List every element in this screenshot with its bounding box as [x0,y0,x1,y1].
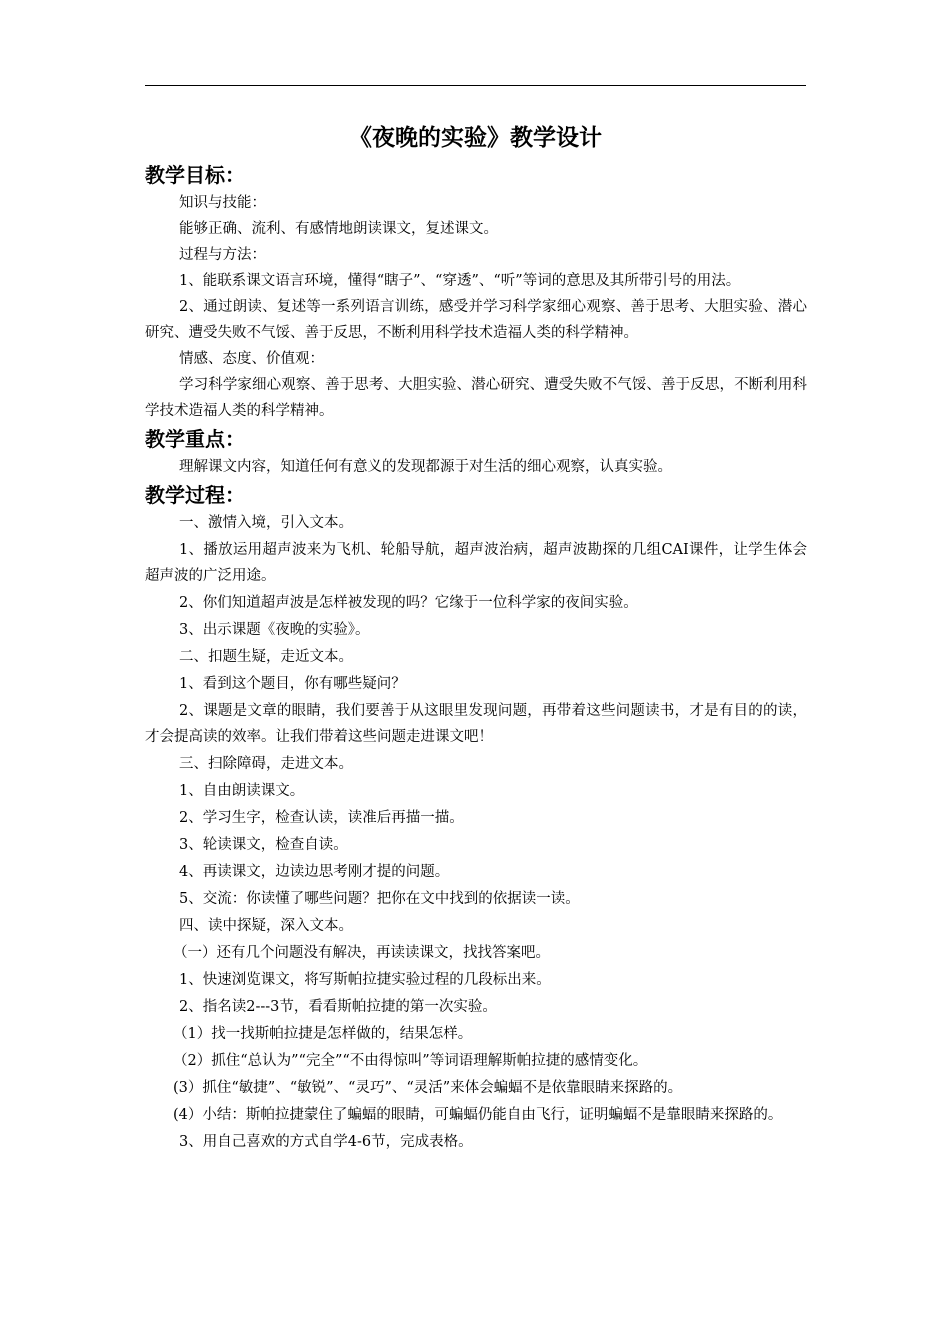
document-body [145,160,807,1155]
paragraph: 一、激情入境，引入文本。 [179,515,353,531]
paragraph: 2、你们知道超声波是怎样被发现的吗？它缘于一位科学家的夜间实验。 [179,595,638,611]
paragraph: 四、读中探疑，深入文本。 [179,918,353,934]
paragraph: （2）抓住“总认为”“完全”“不由得惊叫”等词语理解斯帕拉捷的感情变化。 [173,1053,648,1069]
paragraph: 2、指名读2---3节，看看斯帕拉捷的第一次实验。 [179,999,497,1015]
document-title: 《夜晚的实验》教学设计 [349,125,602,151]
paragraph: 过程与方法： [179,247,266,263]
paragraph: 4、再读课文，边读边思考刚才提的问题。 [179,864,450,880]
paragraph: 1、能联系课文语言环境，懂得“瞎子”、“穿透”、“听”等词的意思及其所带引号的用法。 [179,273,741,289]
paragraph: (3）抓住“敏捷”、“敏锐”、“灵巧”、“灵活”来体会蝙蝠不是依靠眼睛来探路的。 [173,1080,683,1096]
paragraph: （1）找一找斯帕拉捷是怎样做的，结果怎样。 [173,1026,473,1042]
paragraph: 2、通过朗读、复述等一系列语言训练，感受并学习科学家细心观察、善于思考、大胆实验、潜心研究、遭受失败不气馁、善于反思，不断利用科学技术造福人类的科学精神。 [145,299,807,341]
heading-focus: 教学重点： [145,427,245,451]
paragraph: （一）还有几个问题没有解决，再读读课文，找找答案吧。 [173,945,550,961]
paragraph: 二、扣题生疑，走近文本。 [179,649,353,665]
paragraph: 1、看到这个题目，你有哪些疑问？ [179,676,406,692]
paragraph: 1、自由朗读课文。 [179,783,305,799]
paragraph: 3、轮读课文，检查自读。 [179,837,348,853]
paragraph: (4）小结：斯帕拉捷蒙住了蝙蝠的眼睛，可蝙蝠仍能自由飞行，证明蝙蝠不是靠眼睛来探路的。 [173,1107,783,1123]
paragraph: 1、快速浏览课文，将写斯帕拉捷实验过程的几段标出来。 [179,972,551,988]
paragraph: 知识与技能： [179,195,266,211]
paragraph: 1、播放运用超声波来为飞机、轮船导航，超声波治病，超声波勘探的几组CAI课件，让学生体会超声波的广泛用途。 [145,542,807,584]
header-rule [145,85,806,86]
paragraph: 理解课文内容，知道任何有意义的发现都源于对生活的细心观察，认真实验。 [179,459,672,475]
heading-goals: 教学目标： [145,163,245,187]
paragraph: 2、学习生字，检查认读，读准后再描一描。 [179,810,464,826]
heading-process: 教学过程： [145,483,245,507]
paragraph: 2、课题是文章的眼睛，我们要善于从这眼里发现问题，再带着这些问题读书，才是有目的的读，才会提高读的效率。让我们带着这些问题走进课文吧！ [145,703,807,745]
paragraph: 情感、态度、价值观： [179,351,324,367]
paragraph: 5、交流：你读懂了哪些问题？把你在文中找到的依据读一读。 [179,891,580,907]
paragraph: 3、用自己喜欢的方式自学4-6节，完成表格。 [179,1134,473,1150]
paragraph: 3、出示课题《夜晚的实验》。 [179,622,370,638]
paragraph: 学习科学家细心观察、善于思考、大胆实验、潜心研究、遭受失败不气馁、善于反思，不断利用科学技术造福人类的科学精神。 [145,377,807,419]
paragraph: 能够正确、流利、有感情地朗读课文，复述课文。 [179,221,498,237]
paragraph: 三、扫除障碍，走进文本。 [179,756,353,772]
